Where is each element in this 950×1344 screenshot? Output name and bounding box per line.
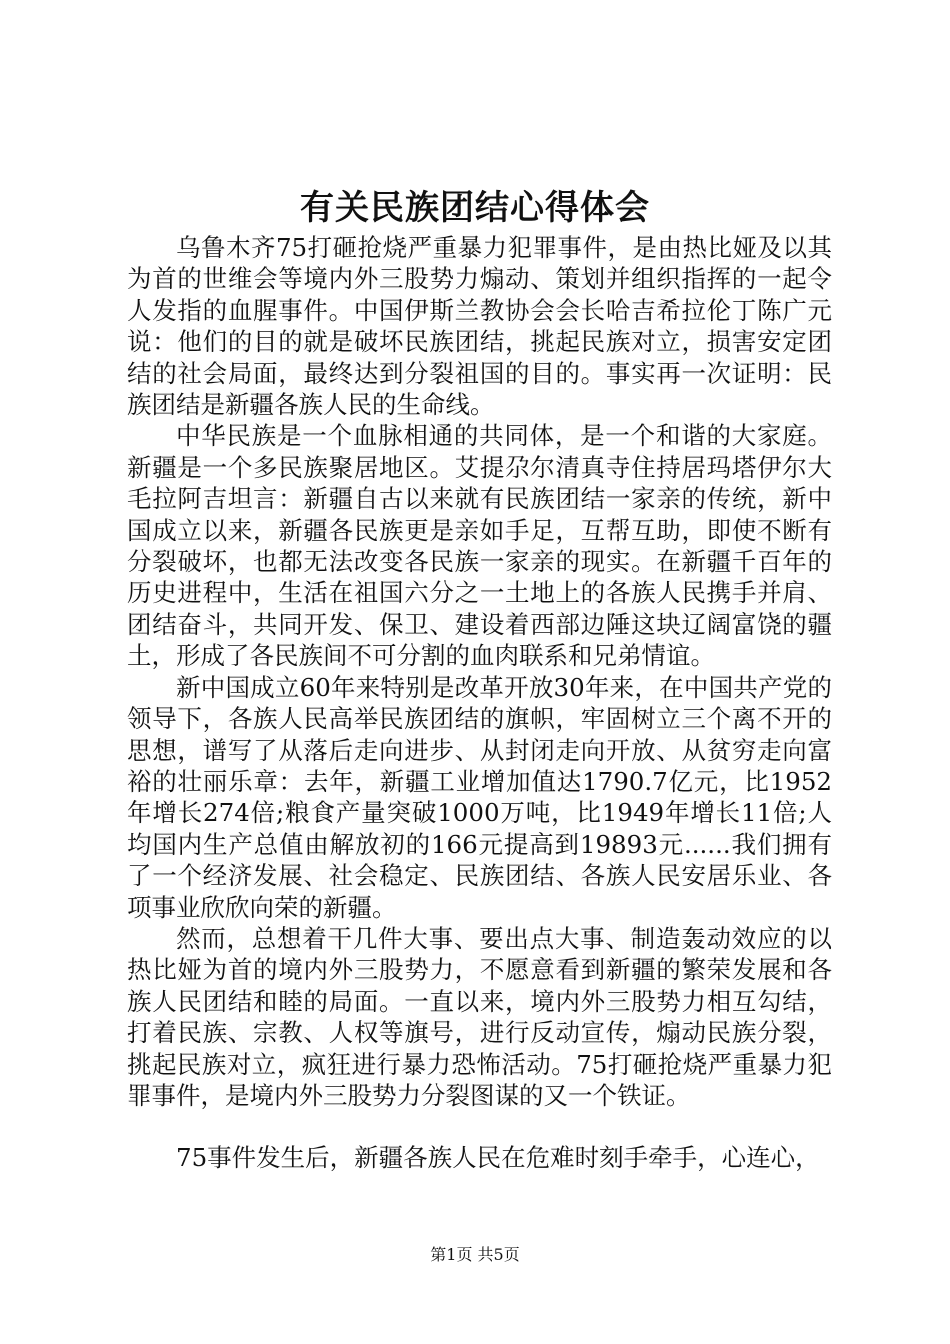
paragraph-1: 乌鲁木齐75打砸抢烧严重暴力犯罪事件，是由热比娅及以其为首的世维会等境内外三股势力煽动、策划并组织指挥的一起令人发指的血腥事件。中国伊斯兰教协会会长哈吉希拉伦丁陈广元说：他们的目的就是破坏民族团结，挑起民族对立，损害安定团结的社会局面，最终达到分裂祖国的目的。事实再一次证明：民族团结是新疆各族人民的生命线。 xyxy=(127,233,832,420)
document-title: 有关民族团结心得体会 xyxy=(300,188,650,228)
paragraph-2: 中华民族是一个血脉相通的共同体，是一个和谐的大家庭。新疆是一个多民族聚居地区。艾提尕尔清真寺住持居玛塔伊尔大毛拉阿吉坦言：新疆自古以来就有民族团结一家亲的传统，新中国成立以来，新疆各民族更是亲如手足，互帮互助，即使不断有分裂破坏，也都无法改变各民族一家亲的现实。在新疆千百年的历史进程中，生活在祖国六分之一土地上的各族人民携手并肩、团结奋斗，共同开发、保卫、建设着西部边陲这块辽阔富饶的疆土，形成了各民族间不可分割的血肉联系和兄弟情谊。 xyxy=(127,421,832,671)
document-body xyxy=(127,232,832,1174)
paragraph-4: 然而，总想着干几件大事、要出点大事、制造轰动效应的以热比娅为首的境内外三股势力，不愿意看到新疆的繁荣发展和各族人民团结和睦的局面。一直以来，境内外三股势力相互勾结，打着民族、宗教、人权等旗号，进行反动宣传，煽动民族分裂，挑起民族对立，疯狂进行暴力恐怖活动。75打砸抢烧严重暴力犯罪事件，是境内外三股势力分裂图谋的又一个铁证。 xyxy=(127,923,832,1110)
paragraph-3: 新中国成立60年来特别是改革开放30年来，在中国共产党的领导下，各族人民高举民族团结的旗帜，牢固树立三个离不开的思想，谱写了从落后走向进步、从封闭走向开放、从贫穷走向富裕的壮丽乐章：去年，新疆工业增加值达1790.7亿元，比1952年增长274倍;粮食产量突破1000万吨，比1949年增长11倍;人均国内生产总值由解放初的166元提高到19893元......我们拥有了一个经济发展、社会稳定、民族团结、各族人民安居乐业、各项事业欣欣向荣的新疆。 xyxy=(127,672,832,922)
page-number-footer: 第1页 共5页 xyxy=(430,1245,520,1264)
paragraph-5: 75事件发生后，新疆各族人民在危难时刻手牵手，心连心， xyxy=(176,1143,820,1173)
